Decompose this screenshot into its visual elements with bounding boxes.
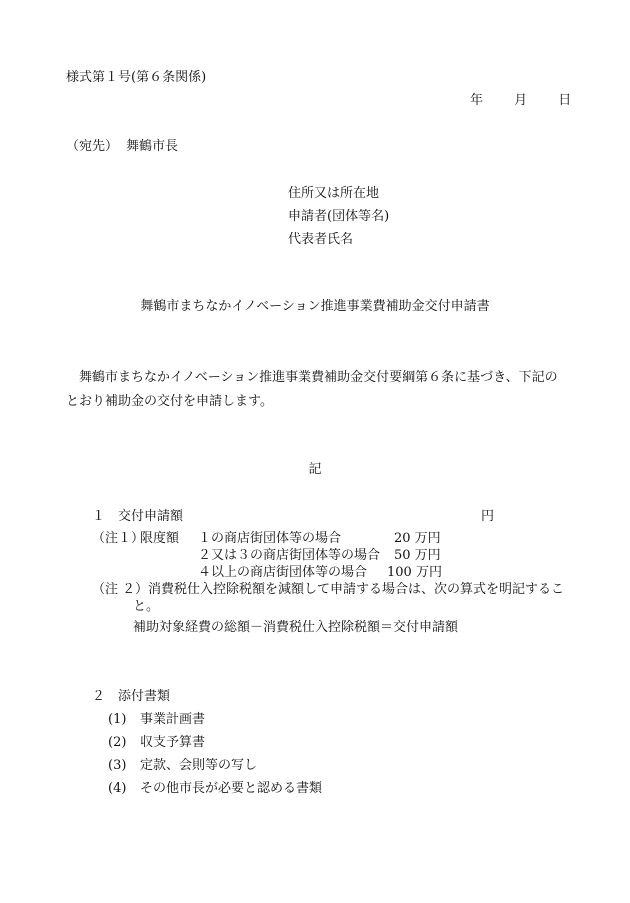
limit-row <box>0 548 630 565</box>
section-1-heading: １ 交付申請額 <box>92 509 184 524</box>
list-item-text: 収支予算書 <box>140 735 206 750</box>
section-2-heading: ２ 添付書類 <box>92 689 171 704</box>
list-item-text: その他市長が必要と認める書類 <box>140 781 323 796</box>
ki-heading: 記 <box>308 462 322 477</box>
note-2-text-line-1: 消費税仕入控除税額を減額して申請する場合は、次の算式を明記するこ <box>148 582 565 597</box>
limit-condition: ４以上の商店街団体等の場合 <box>198 565 368 580</box>
limit-row <box>0 531 630 548</box>
addressee-name: 舞鶴市長 <box>126 139 179 154</box>
body-text-line-1: 舞鶴市まちなかイノベーション推進事業費補助金交付要綱第６条に基づき、下記の <box>79 370 558 385</box>
date-month-label: 月 <box>514 93 528 108</box>
limit-condition: ２又は３の商店街団体等の場合 <box>198 548 381 563</box>
list-item-text: 定款、会則等の写し <box>140 758 258 773</box>
list-item <box>0 735 630 752</box>
amount-unit: 円 <box>481 509 495 524</box>
limit-condition: １の商店街団体等の場合 <box>198 531 342 546</box>
limit-amount: 20 万円 <box>394 531 441 546</box>
list-item <box>0 712 630 729</box>
limit-amount: 50 万円 <box>394 548 441 563</box>
list-item-number: (4) <box>108 781 127 796</box>
document-title: 舞鶴市まちなかイノベーション推進事業費補助金交付申請書 <box>140 299 490 314</box>
applicant-address-label: 住所又は所在地 <box>288 186 380 201</box>
limit-amount: 100 万円 <box>387 565 442 580</box>
list-item-text: 事業計画書 <box>140 712 206 727</box>
list-item <box>0 758 630 775</box>
limit-label: 限度額 <box>140 531 180 546</box>
list-item-number: (2) <box>108 735 127 750</box>
note-2-label: （注 ２） <box>92 582 149 597</box>
applicant-name-label: 申請者(団体等名) <box>288 209 390 224</box>
note-1-label: （注１） <box>92 531 145 546</box>
date-line <box>470 93 571 110</box>
formula-text: 補助対象経費の総額－消費税仕入控除税額＝交付申請額 <box>133 620 459 635</box>
addressee-line <box>66 139 178 156</box>
list-item <box>0 781 630 798</box>
representative-name-label: 代表者氏名 <box>288 232 354 247</box>
date-year-label: 年 <box>470 93 484 108</box>
form-number: 様式第１号(第６条関係) <box>66 70 207 85</box>
addressee-label: （宛先） <box>66 139 119 154</box>
limit-row <box>0 565 630 582</box>
list-item-number: (1) <box>108 712 127 727</box>
body-text-line-2: とおり補助金の交付を申請します。 <box>66 394 273 409</box>
list-item-number: (3) <box>108 758 127 773</box>
note-2-text-line-2: と。 <box>133 599 160 614</box>
date-day-label: 日 <box>558 93 572 108</box>
